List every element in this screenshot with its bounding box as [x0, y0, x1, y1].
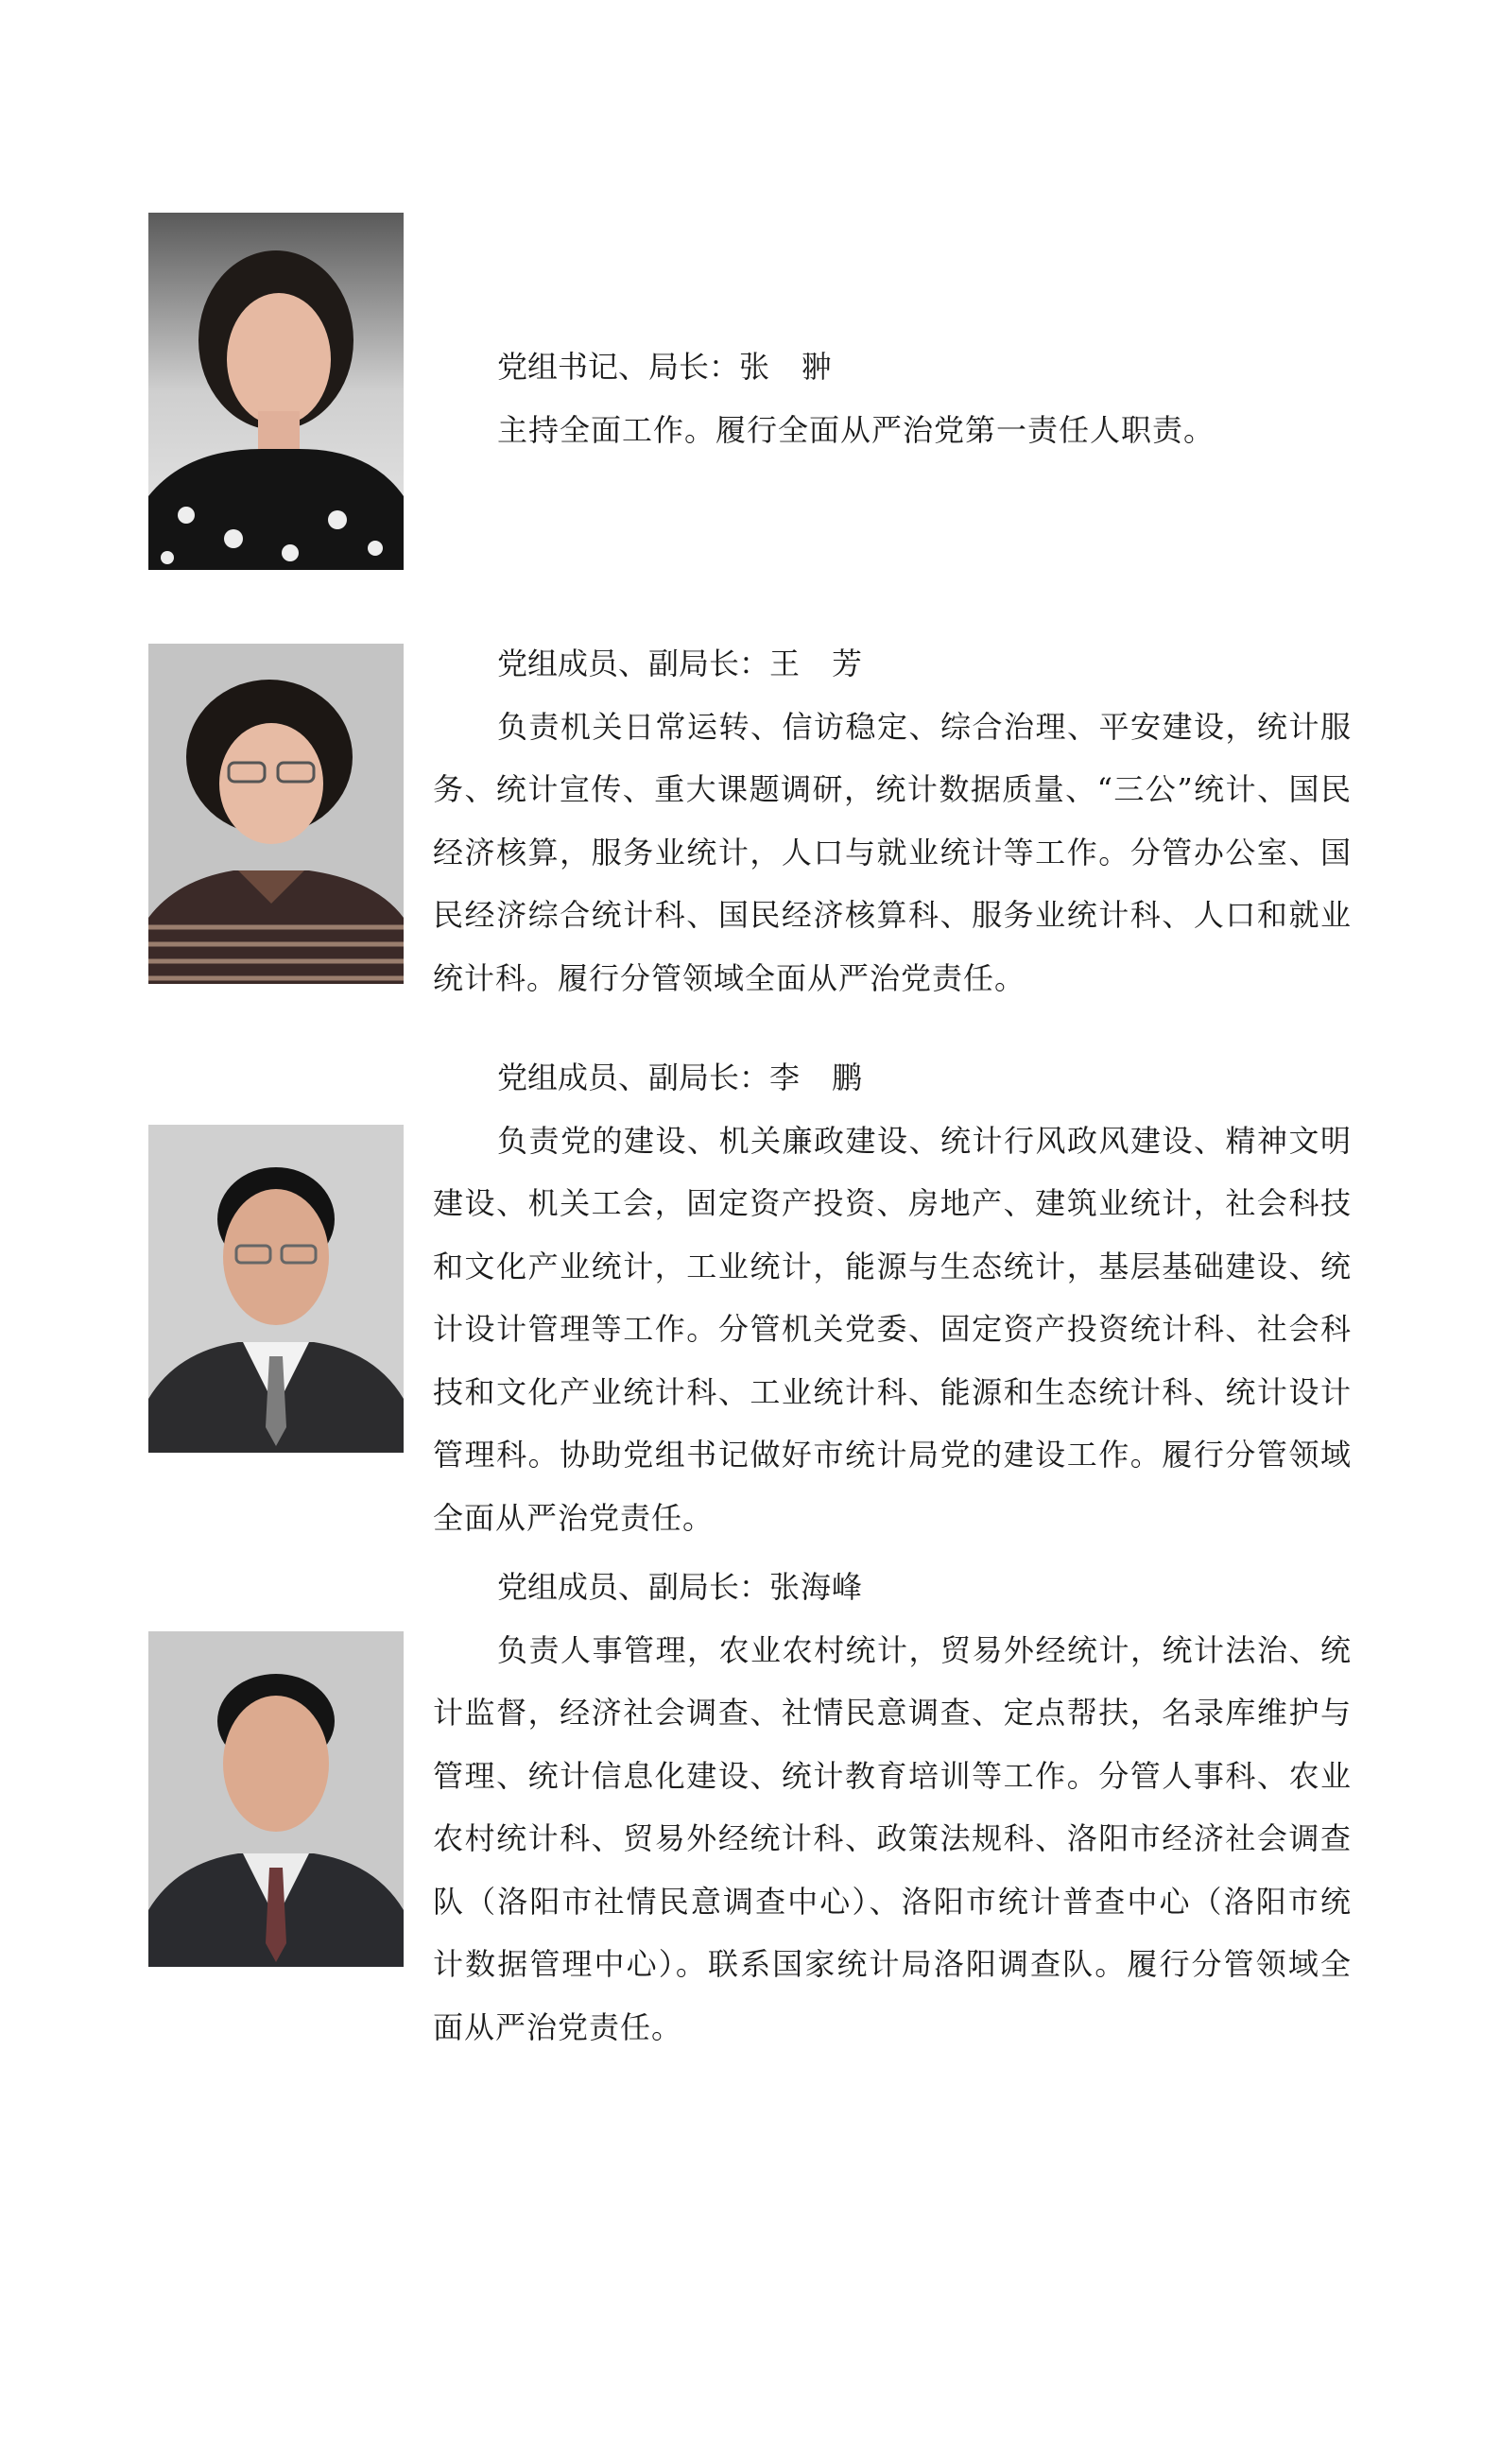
leader-duties: 负责人事管理，农业农村统计，贸易外经统计，统计法治、统计监督，经济社会调查、社情民意调查、定点帮扶，名录库维护与管理、统计信息化建设、统计教育培训等工作。分管人事科、农业农村统计科、贸易外经统计科、政策法规科、洛阳市经济社会调查队（洛阳市社情民意调查中心）、洛阳市统计普查中心（洛阳市统计数据管理中心）。联系国家统计局洛阳调查队。履行分管领域全面从严治党责任。	[433, 1631, 1352, 2045]
leader-photo	[148, 1631, 404, 1967]
leader-name: 王 芳	[769, 646, 864, 681]
leader-photo	[148, 1125, 404, 1453]
leader-text	[433, 336, 1352, 461]
leader-photo	[148, 213, 404, 570]
leader-text	[433, 1046, 1352, 1549]
leader-title: 党组成员、副局长：	[497, 1060, 770, 1095]
leader-title: 党组成员、副局长：	[497, 646, 770, 681]
leader-name: 李 鹏	[769, 1060, 864, 1095]
leader-photo	[148, 644, 404, 984]
leader-heading	[433, 1046, 1352, 1110]
leader-duties: 主持全面工作。履行全面从严治党第一责任人职责。	[497, 411, 1216, 448]
leader-name: 张 翀	[739, 349, 834, 385]
leader-text	[433, 632, 1352, 1009]
leader-heading	[433, 336, 1352, 399]
leader-heading	[433, 1556, 1352, 1619]
leader-duties: 负责机关日常运转、信访稳定、综合治理、平安建设，统计服务、统计宣传、重大课题调研，统计数据质量、“三公”统计、国民经济核算，服务业统计，人口与就业统计等工作。分管办公室、国民经济综合统计科、国民经济核算科、服务业统计科、人口和就业统计科。履行分管领域全面从严治党责任。	[433, 708, 1352, 996]
leader-heading	[433, 632, 1352, 696]
leader-title: 党组成员、副局长：	[497, 1569, 770, 1605]
leader-text	[433, 1556, 1352, 2059]
leader-title: 党组书记、局长：	[497, 349, 740, 385]
leader-name: 张海峰	[769, 1569, 864, 1605]
leader-duties: 负责党的建设、机关廉政建设、统计行风政风建设、精神文明建设、机关工会，固定资产投资、房地产、建筑业统计，社会科技和文化产业统计，工业统计，能源与生态统计，基层基础建设、统计设计管理等工作。分管机关党委、固定资产投资统计科、社会科技和文化产业统计科、工业统计科、能源和生态统计科、统计设计管理科。协助党组书记做好市统计局党的建设工作。履行分管领域全面从严治党责任。	[433, 1122, 1352, 1536]
